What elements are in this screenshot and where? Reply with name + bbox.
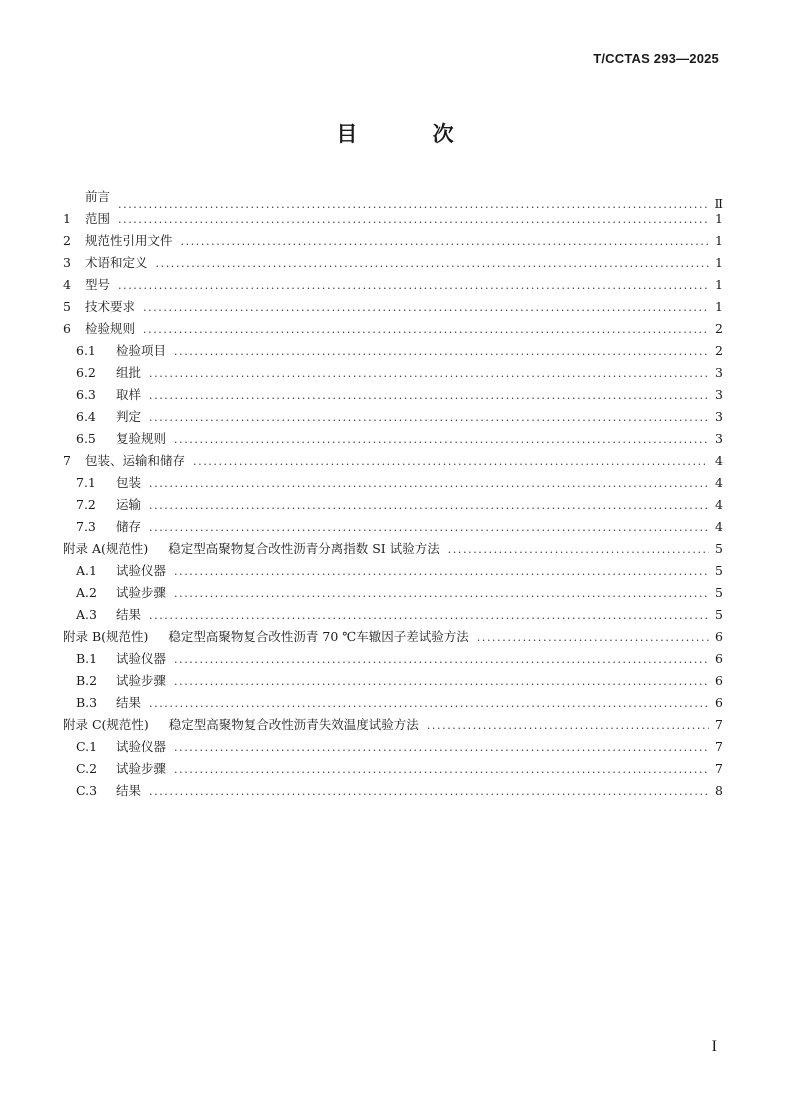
- toc-entry-title: 稳定型高聚物复合改性沥青分离指数 SI 试验方法: [168, 541, 440, 556]
- toc-entry-page: 7: [715, 761, 723, 776]
- toc-entry[interactable]: [63, 252, 723, 274]
- toc-entry-label: [63, 450, 185, 472]
- toc-entry-page: 3: [715, 431, 723, 446]
- toc-entry[interactable]: [63, 362, 723, 384]
- toc-entry-page: 3: [715, 409, 723, 424]
- toc-leader-dots: [174, 759, 709, 781]
- toc-entry-title: 试验步骤: [116, 761, 167, 776]
- toc-entry-number: 5: [63, 299, 71, 314]
- toc-entry-number: 4: [63, 277, 71, 292]
- toc-entry-label: [76, 494, 141, 516]
- toc-entry-number: 6.2: [76, 365, 96, 380]
- toc-entry-title: 包装、运输和储存: [85, 453, 186, 468]
- toc-entry[interactable]: [63, 186, 723, 211]
- toc-entry-label: [76, 670, 166, 692]
- toc-leader-dots: [174, 671, 709, 693]
- toc-entry-title: 试验仪器: [116, 563, 167, 578]
- toc-entry-number: A.2: [76, 585, 97, 600]
- toc-leader-dots: [174, 649, 709, 671]
- toc-entry-label: [63, 230, 173, 252]
- toc-leader-dots: [149, 781, 709, 803]
- toc-leader-dots: [174, 429, 709, 451]
- toc-entry-page: 1: [715, 233, 723, 248]
- toc-entry-page: 4: [715, 519, 723, 534]
- toc-entry-number: A.3: [76, 607, 97, 622]
- toc-entry-number: 3: [63, 255, 71, 270]
- toc-entry-title: 组批: [116, 365, 142, 380]
- toc-entry-number: A.1: [76, 563, 97, 578]
- toc-entry-title: 前言: [85, 189, 111, 204]
- toc-entry-page: Ⅱ: [714, 196, 723, 211]
- toc-entry-number: C.2: [76, 761, 98, 776]
- toc-entry-title: 试验仪器: [116, 739, 167, 754]
- toc-entry-label: [76, 340, 166, 362]
- toc-entry-number: C.1: [76, 739, 98, 754]
- toc-leader-dots: [477, 627, 709, 649]
- toc-leader-dots: [118, 275, 709, 297]
- toc-leader-dots: [174, 561, 709, 583]
- toc-entry-title: 范围: [85, 211, 111, 226]
- toc-leader-dots: [181, 231, 709, 253]
- toc-entry[interactable]: [63, 208, 723, 230]
- toc-entry-label: [76, 736, 166, 758]
- toc-entry-title: 储存: [116, 519, 142, 534]
- toc-entry-label: [76, 362, 141, 384]
- toc-entry[interactable]: [63, 340, 723, 362]
- toc-entry[interactable]: [63, 604, 723, 626]
- toc-leader-dots: [174, 737, 709, 759]
- toc-leader-dots: [174, 341, 709, 363]
- toc-entry[interactable]: [63, 472, 723, 494]
- toc-entry-page: 6: [715, 651, 723, 666]
- toc-entry[interactable]: [63, 318, 723, 340]
- toc-leader-dots: [149, 605, 709, 627]
- toc-entry-number: 7.1: [76, 475, 96, 490]
- toc-entry-label: [63, 538, 440, 560]
- toc-entry-page: 6: [715, 695, 723, 710]
- toc-entry[interactable]: [63, 230, 723, 252]
- toc-entry-title: 取样: [116, 387, 142, 402]
- toc-entry[interactable]: [63, 758, 723, 780]
- toc-entry-label: [76, 648, 166, 670]
- toc-entry-page: 5: [715, 541, 723, 556]
- toc-entry-title: 检验项目: [116, 343, 167, 358]
- toc-entry-label: [63, 714, 419, 736]
- toc-entry-label: [63, 186, 110, 208]
- toc-entry[interactable]: [63, 648, 723, 670]
- toc-entry-title: 试验步骤: [116, 585, 167, 600]
- toc-leader-dots: [448, 539, 709, 561]
- toc-entry-label: [63, 296, 135, 318]
- toc-entry-title: 型号: [85, 277, 111, 292]
- toc-entry[interactable]: [63, 494, 723, 516]
- toc-entry-page: 4: [715, 497, 723, 512]
- toc-entry[interactable]: [63, 736, 723, 758]
- toc-entry-number: B.2: [76, 673, 98, 688]
- toc-entry-label: [76, 428, 166, 450]
- toc-entry[interactable]: [63, 538, 723, 560]
- toc-title: 目 次: [336, 122, 488, 146]
- toc-entry-label: [76, 406, 141, 428]
- toc-leader-dots: [118, 209, 709, 231]
- toc-entry-page: 6: [715, 629, 723, 644]
- toc-entry-page: 2: [715, 343, 723, 358]
- toc-leader-dots: [143, 297, 709, 319]
- toc-leader-dots: [149, 473, 709, 495]
- toc-leader-dots: [193, 451, 709, 473]
- toc-entry-page: 4: [715, 475, 723, 490]
- toc-entry-label: [76, 604, 141, 626]
- toc-entry-page: 6: [715, 673, 723, 688]
- toc-entry[interactable]: [63, 406, 723, 428]
- toc-entry-title: 检验规则: [85, 321, 136, 336]
- toc-entry-title: 结果: [116, 607, 142, 622]
- toc-leader-dots: [143, 319, 709, 341]
- toc-entry[interactable]: [63, 516, 723, 538]
- toc-entry-label: [76, 692, 141, 714]
- toc-entry-title: 稳定型高聚物复合改性沥青 70 ℃车辙因子差试验方法: [168, 629, 469, 644]
- toc-entry-title: 试验步骤: [116, 673, 167, 688]
- standard-code: T/CCTAS 293—2025: [593, 51, 719, 66]
- toc-entry-title: 运输: [116, 497, 142, 512]
- toc-entry-label: [63, 274, 110, 296]
- toc-entry-page: 3: [715, 387, 723, 402]
- toc-entry-page: 1: [715, 255, 723, 270]
- toc-entry-title: 稳定型高聚物复合改性沥青失效温度试验方法: [168, 717, 419, 732]
- toc-entry-title: 规范性引用文件: [85, 233, 173, 248]
- toc-entry-page: 1: [715, 299, 723, 314]
- toc-entry-number: B.3: [76, 695, 98, 710]
- toc-entry-number: 7.3: [76, 519, 96, 534]
- toc-entry-number: 附录 C(规范性): [63, 717, 149, 732]
- toc-entry-label: [76, 472, 141, 494]
- toc-entry-number: 7.2: [76, 497, 96, 512]
- toc-entry-number: 6.4: [76, 409, 96, 424]
- toc-entry[interactable]: [63, 670, 723, 692]
- toc-entry-page: 7: [715, 739, 723, 754]
- toc-entry-page: 5: [715, 607, 723, 622]
- toc-leader-dots: [149, 363, 709, 385]
- toc-entry-number: 1: [63, 211, 71, 226]
- toc-leader-dots: [149, 407, 709, 429]
- toc-entry-number: 6.1: [76, 343, 96, 358]
- toc-entry-page: 4: [715, 453, 723, 468]
- toc-entry-number: 6.3: [76, 387, 96, 402]
- toc-entry-title: 术语和定义: [85, 255, 148, 270]
- toc-entry-page: 5: [715, 585, 723, 600]
- toc-entry-title: 复验规则: [116, 431, 167, 446]
- toc-entry-title: 试验仪器: [116, 651, 167, 666]
- toc-entry-title: 判定: [116, 409, 142, 424]
- toc-entry-number: 2: [63, 233, 71, 248]
- toc-entry-title: 包装: [116, 475, 142, 490]
- toc-entry-page: 5: [715, 563, 723, 578]
- toc-entry-label: [76, 516, 141, 538]
- toc-entry-page: 8: [715, 783, 723, 798]
- toc-entry-label: [76, 384, 141, 406]
- toc-entry-number: C.3: [76, 783, 98, 798]
- toc-entry[interactable]: [63, 384, 723, 406]
- toc-entry-page: 2: [715, 321, 723, 336]
- toc-entry-title: 技术要求: [85, 299, 136, 314]
- toc-entry-number: 附录 B(规范性): [63, 629, 149, 644]
- toc-entry-label: [76, 560, 166, 582]
- toc-entry[interactable]: [63, 692, 723, 714]
- toc-entry-page: 3: [715, 365, 723, 380]
- toc-entry-label: [76, 780, 141, 802]
- toc-entry-page: 1: [715, 211, 723, 226]
- toc-entry[interactable]: [63, 714, 723, 736]
- toc-leader-dots: [174, 583, 709, 605]
- toc-entry[interactable]: [63, 296, 723, 318]
- toc-leader-dots: [156, 253, 709, 275]
- toc-entry-label: [63, 252, 148, 274]
- toc-leader-dots: [149, 495, 709, 517]
- toc-entry-title: 结果: [116, 783, 142, 798]
- toc-entry[interactable]: [63, 560, 723, 582]
- toc-entry[interactable]: [63, 582, 723, 604]
- toc-entry-title: 结果: [116, 695, 142, 710]
- table-of-contents: [63, 186, 723, 802]
- toc-entry-label: [63, 318, 135, 340]
- toc-entry-label: [63, 208, 110, 230]
- toc-leader-dots: [149, 385, 709, 407]
- toc-leader-dots: [149, 693, 709, 715]
- toc-leader-dots: [427, 715, 709, 737]
- toc-entry-number: B.1: [76, 651, 98, 666]
- toc-entry-page: 7: [715, 717, 723, 732]
- toc-entry[interactable]: [63, 780, 723, 802]
- toc-entry-label: [76, 582, 166, 604]
- toc-entry-label: [63, 626, 469, 648]
- toc-entry-number: [63, 186, 85, 208]
- toc-entry[interactable]: [63, 274, 723, 296]
- toc-entry-number: 6: [63, 321, 71, 336]
- toc-entry-label: [76, 758, 166, 780]
- toc-entry-page: 1: [715, 277, 723, 292]
- toc-entry[interactable]: [63, 450, 723, 472]
- toc-entry[interactable]: [63, 626, 723, 648]
- toc-leader-dots: [149, 517, 709, 539]
- toc-entry-number: 附录 A(规范性): [63, 541, 149, 556]
- toc-entry-number: 6.5: [76, 431, 96, 446]
- page-number: I: [711, 1038, 717, 1055]
- toc-entry-number: 7: [63, 453, 71, 468]
- toc-entry[interactable]: [63, 428, 723, 450]
